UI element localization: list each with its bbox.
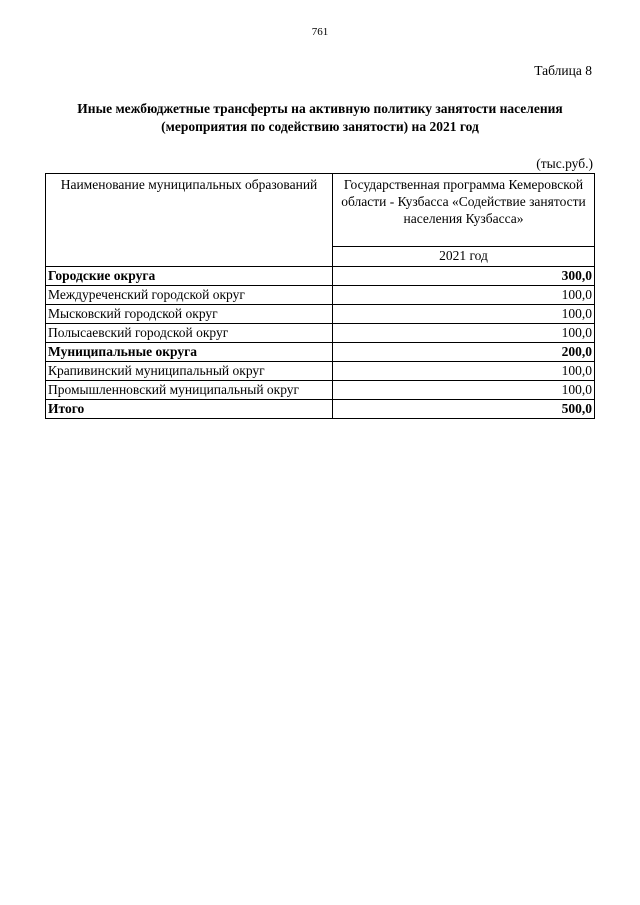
row-value: 100,0 <box>333 381 595 400</box>
header-year-column: 2021 год <box>333 247 595 267</box>
header-program-column: Государственная программа Кемеровской области - Кузбасса «Содействие занятости населения Кузбасса» <box>333 174 595 247</box>
row-name: Крапивинский муниципальный округ <box>46 362 333 381</box>
table-row <box>46 286 595 305</box>
row-name: Итого <box>46 400 333 419</box>
row-name: Промышленновский муниципальный округ <box>46 381 333 400</box>
table-row <box>46 400 595 419</box>
row-value: 100,0 <box>333 362 595 381</box>
row-value: 100,0 <box>333 286 595 305</box>
row-name: Муниципальные округа <box>46 343 333 362</box>
row-value: 100,0 <box>333 305 595 324</box>
header-name-column: Наименование муниципальных образований <box>46 174 333 267</box>
row-value: 300,0 <box>333 267 595 286</box>
title-line-2: (мероприятия по содействию занятости) на 2021 год <box>161 119 479 134</box>
table-row <box>46 381 595 400</box>
table-row <box>46 324 595 343</box>
document-title <box>40 100 600 136</box>
table-row <box>46 362 595 381</box>
row-value: 500,0 <box>333 400 595 419</box>
units-label: (тыс.руб.) <box>536 156 593 171</box>
row-value: 100,0 <box>333 324 595 343</box>
page-number: 761 <box>311 26 329 38</box>
title-line-1: Иные межбюджетные трансферты на активную политику занятости населения <box>77 101 563 116</box>
transfers-table <box>45 173 595 419</box>
row-name: Городские округа <box>46 267 333 286</box>
row-name: Полысаевский городской округ <box>46 324 333 343</box>
table-row <box>46 267 595 286</box>
row-name: Мысковский городской округ <box>46 305 333 324</box>
table-row <box>46 305 595 324</box>
row-name: Междуреченский городской округ <box>46 286 333 305</box>
table-label: Таблица 8 <box>534 63 592 78</box>
row-value: 200,0 <box>333 343 595 362</box>
table-header-row <box>46 174 595 247</box>
table-row <box>46 343 595 362</box>
